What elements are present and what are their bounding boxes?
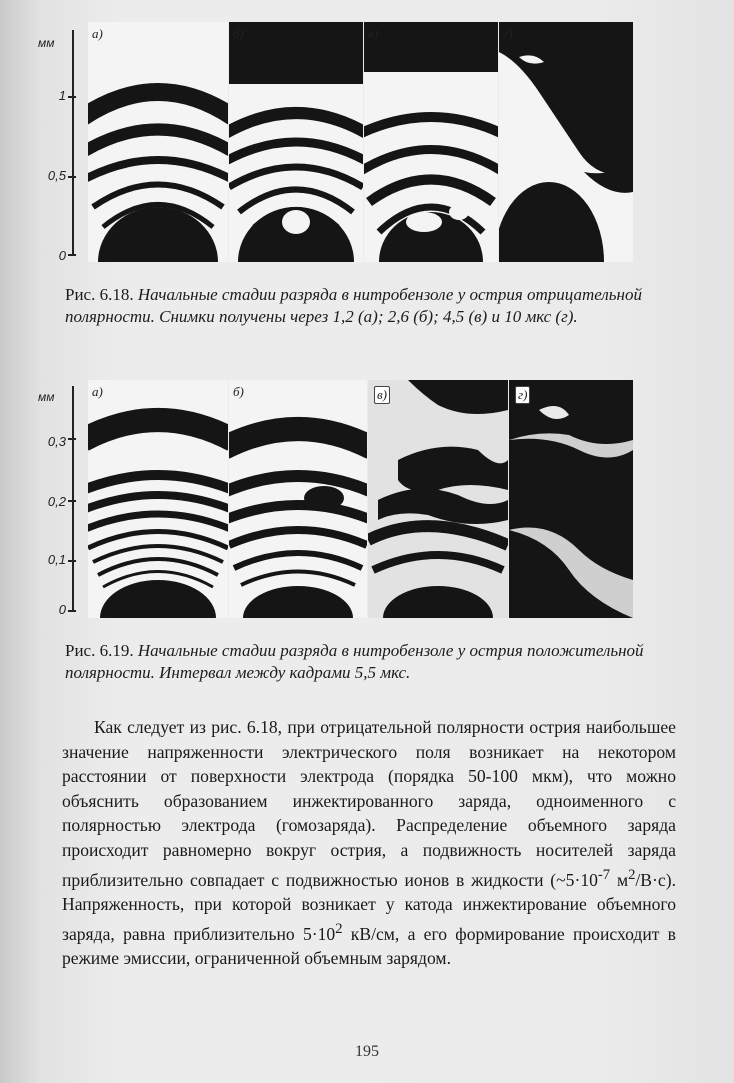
caption-number: Рис. 6.18. [65,285,134,304]
photo-panel-b [229,380,367,618]
panel-label: б) [233,384,244,399]
panel-label: а) [92,26,103,41]
superscript: 2 [335,920,343,937]
caption-text: Начальные стадии разряда в нитробензоле у острия отрицательной полярности. Снимки получены через 1,2 (а); 2,6 (б); 4,5 (в) и 10 мкс (г). [65,285,642,326]
photo-panel-c [364,22,498,270]
panel-label: в) [374,386,390,404]
figure-6-19-axis [28,380,90,618]
axis-tick-label: 0,2 [47,494,66,509]
axis-tick-label: 0 [58,602,66,617]
axis-tick-label: 0,3 [47,434,66,449]
panel-label: а) [92,384,103,399]
caption-number: Рис. 6.19. [65,641,134,660]
panel-label: г) [503,26,513,41]
axis-tick-label: 0 [58,248,66,263]
photo-panel-d [499,22,633,270]
axis-tick-label: 0,5 [47,168,66,183]
body-text-part: м [610,869,629,890]
panel-label: г) [515,386,530,404]
photo-panel-d [509,380,633,618]
page-number: 195 [355,1043,379,1060]
body-text-part: кВ/см, а его формирование происходит в режиме эмиссии, ограниченной объемным зарядом. [62,923,676,969]
caption-text: Начальные стадии разряда в нитробензоле у острия положительной полярности. Интервал между кадрами 5,5 мкс. [65,641,644,682]
body-paragraph [62,715,676,971]
photo-panel-a [88,380,228,618]
panel-label: в) [368,26,378,41]
axis-unit-label: мм [38,390,55,404]
panel-label: б) [233,26,244,41]
figure-6-18-caption [65,284,677,328]
figure-6-19-caption [65,640,677,684]
body-text-part: Как следует из рис. 6.18, при отрицательной полярности острия наибольшее значение напряженности электрического поля возникает на некотором расстоянии от поверхности электрода (порядка 50-100 мкм), что можно объяснить образованием инжектированного заряда, одноименного с полярностью электрода (гомозаряда). Распределение объемного заряда происходит равномерно вокруг острия, а подвижность носителей заряда приблизительно совпадает с подвижностью ионов в жидкости (~5·10 [62,717,676,890]
axis-tick-label: 1 [58,88,66,103]
figure-6-18 [28,22,660,270]
superscript: -7 [597,866,611,883]
figure-6-19 [28,380,660,618]
body-text-part: /В·с). Напряженность, при которой возникает у катода инжектирование объемного заряда, равна приблизительно 5·10 [62,869,676,944]
photo-panel-b [229,22,363,270]
figure-6-18-axis [28,22,90,270]
axis-tick-label: 0,1 [47,552,66,567]
superscript: 2 [628,866,636,883]
axis-unit-label: мм [38,36,55,50]
photo-panel-a [88,22,228,270]
photo-panel-c [368,380,508,618]
